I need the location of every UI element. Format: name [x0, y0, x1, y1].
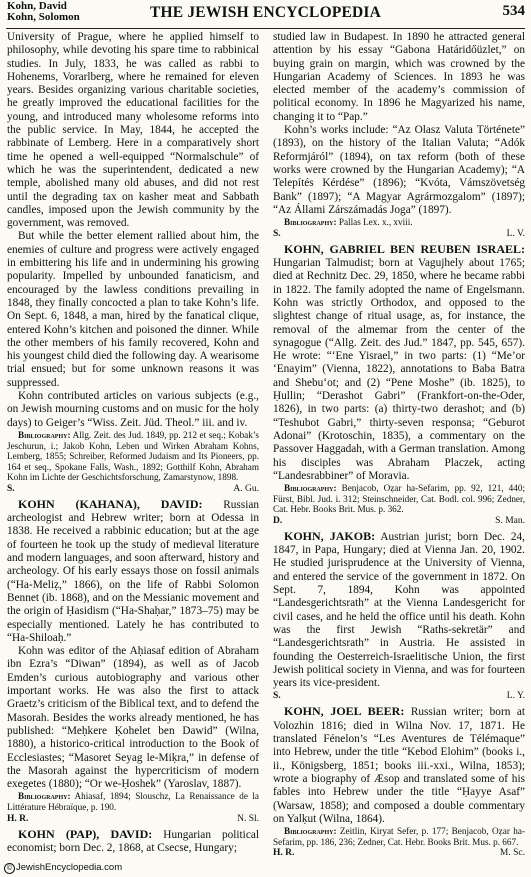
bibliography	[7, 791, 259, 812]
bibliography	[273, 483, 525, 515]
bibliography-text: Benjacob, Oẓar ha-Sefarim, pp. 92, 121, 440; Fürst, Bibl. Jud. i. 312; Steinschneider, Cat. Bodl. col. 996; Zedner, Cat. Hebr. Books Brit. Mus. p. 362.	[273, 483, 526, 515]
entry-headword: KOHN, GABRIEL BEN REUBEN ISRAEL:	[284, 241, 525, 256]
paragraph: But while the better element rallied about him, the enemies of culture and progress were actively engaged in embittering his life and in undermining his growing popularity. Impelled by unbounded fanaticism, and encouraged by the lawless conditions prevailing in 1848, they finally concocted a plan to take Kohn’s life. On Sept. 6, 1848, a man, hired by the fanatical clique, entered Kohn’s kitchen and poisoned the dinner. While the other members of his family recovered, Kohn and his youngest child died the following day. A wearisome trial ensued; but for some unknown reasons it was suppressed.	[7, 230, 259, 389]
copyright-footer	[4, 862, 122, 874]
signature-line	[7, 484, 259, 495]
author-initials: M. Sc.	[499, 848, 525, 859]
entry-text: Russian writer; born at Volozhin 1816; died in Wilna Nov. 17, 1871. He translated Fénelon’s “Les Aventures de Télémaque” into Hebrew, under the title “Kebod Elohim” (books i., ii., Königsberg, 1851; books iii.-xxi., Wilna, 1853); wrote a biography of Æsop and translated some of his fables into Hebrew under the title “Ḥayye Asaf” (Warsaw, 1858); and composed a double commentary on Yalḳut (Wilna, 1864).	[273, 706, 525, 825]
page-header	[0, 0, 531, 30]
bibliography-label: Bibliography:	[284, 826, 337, 837]
bibliography-text: Zeitlin, Kiryat Sefer, p. 177; Benjacob, Oẓar ha-Sefarim, pp. 186, 236; Zedner, Cat. Hebr. Books Brit. Mus. p. 667.	[273, 826, 526, 847]
editor-initials: D.	[273, 515, 283, 526]
bibliography-text: Ahiasaf, 1894; Slouschz, La Renaissance de la Littérature Hébraïque, p. 190.	[7, 791, 259, 812]
signature-line	[273, 691, 525, 702]
entry-headword: KOHN, JOEL BEER:	[284, 704, 405, 719]
paragraph: Kohn was editor of the Aḥiasaf edition of Abraham ibn Ezra’s “Diwan” (1894), as well as of Jacob Emden’s curious autobiography and various other important works. He was also the first to attack Graetz’s criticism of the Biblical text, and to defend the Masorah. Besides the works already mentioned, he has published: “Meḥkere Ḳohelet ben Dawid” (Wilna, 1880), a historico-critical introduction to the Book of Ecclesiastes; “Masoret Seyag le-Miḳra,” in defense of the Masorah against the hypercriticism of modern exegetes (1880); “Or we-Ḥoshek” (Yaroslav, 1887).	[7, 645, 259, 791]
editor-initials: S.	[273, 691, 281, 702]
author-initials: L. Y.	[506, 691, 525, 702]
entry-text: Hungarian political economist; born Dec. 2, 1868, at Csecse, Hungary;	[7, 828, 259, 854]
signature-line	[273, 229, 525, 240]
entry-headword: KOHN (KAHANA), DAVID:	[18, 496, 203, 511]
entry-kohn-pap-david	[7, 828, 259, 856]
right-column	[273, 31, 525, 862]
paragraph: studied law in Budapest. In 1890 he attracted general attention by his essay “Gabona Határidőüzlet,” on buying grain on margin, which was crowned by the Hungarian Academy of Sciences. In 1893 he was elected member of the academy’s commission of political economy. In 1896 he Magyarized his name, changing it to “Pap.”	[273, 31, 525, 123]
bibliography-label: Bibliography:	[284, 217, 337, 228]
copyright-text: JewishEncyclopedia.com	[16, 862, 123, 873]
paragraph: Kohn contributed articles on various subjects (e.g., on Jewish mourning customs and on music for the holy days) to Geiger’s “Wiss. Zeit. Jüd. Theol.” iii. and iv.	[7, 390, 259, 429]
running-head-last: Kohn, Solomon	[7, 11, 80, 23]
paragraph: University of Prague, where he applied himself to philosophy, while devoting his spare time to rabbinical studies. In July, 1833, he was called as rabbi to Hohenems, Vorarlberg, where he remained for eleven years. Besides organizing various charitable societies, he greatly improved the educational facilities for the young, and introduced many wholesome reforms into the public service. In May, 1844, he accepted the rabbinate of Lemberg. Here in a comparatively short time he opened a well-equipped “Normalschule” of which he was the superintendent, dedicated a new temple, abolished many old abuses, and did not rest until the degrading tax on kasher meat and Sabbath candles, imposed upon the Jewish community by the government, was removed.	[7, 31, 259, 230]
entry-headword: KOHN (PAP), DAVID:	[18, 826, 153, 841]
bibliography	[273, 217, 525, 228]
entry-kohn-jakob	[273, 530, 525, 691]
editor-initials: S.	[7, 483, 15, 494]
entry-text: Russian archeologist and Hebrew writer; born at Odessa in 1838. He received a rabbinic education; but at the age of fourteen he took up the study of medieval literature and modern languages, and soon afterward, history and archeology. Of his early essays those on fossil animals (“Ha-Meliẓ,” 1866), on the life of Rabbi Solomon Bennet (ib. 1868), and on the Messianic movement and the origin of Ḥasidism (“Ha-Shaḥar,” 1873–75) may be especially mentioned. Lately he has contributed to “Ha-Shiloaḥ.”	[7, 498, 259, 644]
bibliography	[7, 430, 259, 483]
left-column	[7, 31, 259, 855]
page-number: 534	[502, 3, 525, 19]
bibliography-label: Bibliography:	[18, 429, 71, 440]
bibliography-label: Bibliography:	[18, 791, 71, 802]
paragraph: Kohn’s works include: “Az Olasz Valuta Története” (1893), on the history of the Italian Valuta; “Adók Reformjáról” (1894), on tax reform (both of these works were crowned by the Hungarian Academy); “A Telepítés Kérdése” (1896); “Kvóta, Vámszövetség Bank” (1897); “A Magyar Agrármozgalom” (1897); “Az Állami Zárszámadás Joga” (1897).	[273, 124, 525, 216]
running-head-first: Kohn, David	[7, 0, 67, 12]
signature-line	[273, 848, 525, 859]
author-initials: A. Gu.	[233, 483, 259, 494]
copyright-icon: ©	[4, 863, 15, 874]
author-initials: N. Sl.	[237, 813, 259, 824]
entry-text: Hungarian Talmudist; born at Vagujhely about 1765; died at Rechnitz Dec. 29, 1850, where he became rabbi in 1822. The family adopted the name of Engelsmann. Kohn was strictly Orthodox, and opposed to the slightest change of ritual usage, as, for instance, the removal of the almemar from the center of the synagogue (“Allg. Zeit. des Jud.” 1847, pp. 545, 657). He wrote: “‘Ene Yisrael,” in two parts: (1) “Me’or ‘Enayim” (Vienna, 1822), annotations to Baba Batra and Shebu‘ot; and (2) “Pene Moshe” (ib. 1825), to Ḥullin; “Derashot Gabri” (Frankfort-on-the-Oder, 1826), in two parts: (a) thirty-two derashot; and (b) “Teshubot Gabri,” thirty-seven responsa; “Geburot Adonai” (Krotoschin, 1835), a commentary on the Passover Haggadah, with a German translation. Among his disciples was Abraham Placzek, acting “Landesrabbiner” of Moravia.	[273, 257, 525, 482]
bibliography	[273, 826, 525, 847]
entry-text: Austrian jurist; born Dec. 24, 1847, in Papa, Hungary; died at Vienna Jan. 20, 1902. He studied jurisprudence at the University of Vienna, and entered the service of the government in 1872. On Sept. 7, 1894, Kohn was appointed “Landesgerichtsrath” at the Vienna Landesgericht for civil cases, and he held the office until his death. Kohn was the first Jewish “Raths-sekretär” and “Landesgerichtsrath” in Austria. He assisted in founding the Oesterreich-Israelitische Union, the first Jewish political society in Vienna, and was for fourteen years its vice-president.	[273, 530, 525, 690]
signature-line	[7, 814, 259, 825]
editor-initials: H. R.	[7, 813, 29, 824]
entry-kohn-gabriel	[273, 243, 525, 483]
header-rule	[6, 28, 525, 29]
page-title: THE JEWISH ENCYCLOPEDIA	[149, 4, 382, 21]
entry-headword: KOHN, JAKOB:	[284, 528, 376, 543]
editor-initials: H. R.	[273, 848, 295, 859]
bibliography-text: Allg. Zeit. des Jud. 1849, pp. 212 et seq.; Kobak’s Jeschurun, i.; Jakob Kohn, Leben und Wirken Abraham Kohns, Lemberg, 1855; Schreiber, Reformed Judaism and Its Pioneers, pp. 164 et seq., Spokane Falls, Wash., 1892; Gotthilf Kohn, Abraham Kohn im Lichte der Geschichtsforschung, Zamarstynow, 1898.	[7, 429, 259, 483]
bibliography-label: Bibliography:	[284, 483, 337, 494]
author-initials: S. Man.	[495, 515, 525, 526]
signature-line	[273, 516, 525, 527]
entry-kohn-kahana-david	[7, 498, 259, 645]
editor-initials: S.	[273, 228, 281, 239]
entry-kohn-joel-beer	[273, 705, 525, 826]
author-initials: L. V.	[506, 228, 525, 239]
bibliography-text: Pallas Lex. x., xviii.	[338, 217, 413, 228]
